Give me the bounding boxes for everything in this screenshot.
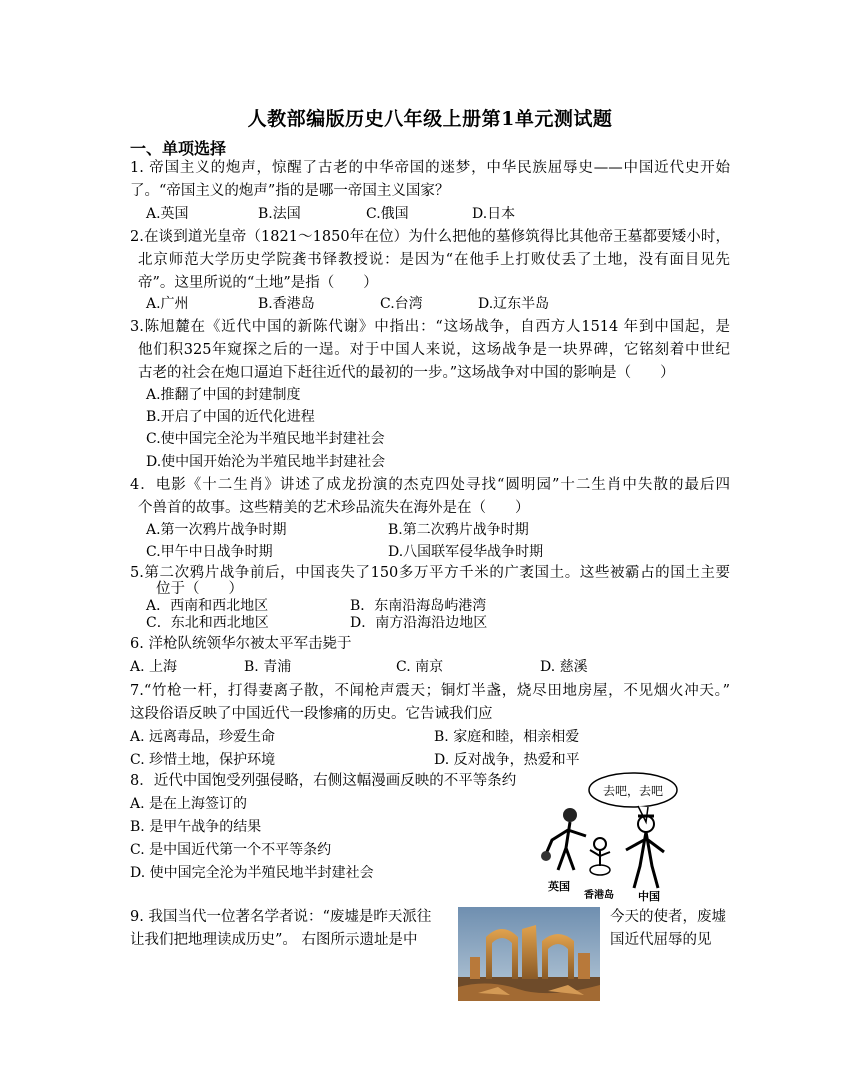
q5-option-d: D．南方沿海沿边地区: [350, 615, 488, 631]
q6-option-d: D. 慈溪: [540, 659, 588, 675]
q6-option-c: C. 南京: [396, 659, 444, 675]
q4-line-1: 4．电影《十二生肖》讲述了成龙扮演的杰克四处寻找“圆明园”十二生肖中失散的最后四: [130, 477, 730, 493]
q1-option-b: B.法国: [258, 206, 301, 222]
page-title: 人教部编版历史八年级上册第1单元测试题: [247, 108, 613, 130]
q2-line-2: 北京师范大学历史学院龚书铎教授说：是因为“在他手上打败仗丢了土地，没有面目见先: [138, 252, 730, 268]
q6-option-b: B. 青浦: [244, 659, 292, 675]
treaty-cartoon-illustration: [528, 770, 678, 902]
q3-option-a: A.推翻了中国的封建制度: [146, 387, 301, 403]
q1-option-c: C.俄国: [366, 206, 409, 222]
q2-option-a: A.广州: [146, 296, 189, 312]
q2-option-c: C.台湾: [380, 296, 423, 312]
q7-option-b: B. 家庭和睦，相亲相爱: [434, 729, 580, 745]
q4-option-d: D.八国联军侵华战争时期: [388, 544, 544, 560]
q3-line-3: 古老的社会在炮口逼迫下赶往近代的最初的一步。”这场战争对中国的影响是（ ）: [138, 365, 675, 381]
q4-option-a: A.第一次鸦片战争时期: [146, 522, 287, 538]
q5-option-a: A．西南和西北地区: [146, 598, 269, 614]
q7-option-d: D. 反对战争，热爱和平: [434, 752, 580, 768]
q6-line-1: 6. 洋枪队统领华尔被太平军击毙于: [130, 636, 352, 652]
q5-option-b: B．东南沿海岛屿港湾: [350, 598, 487, 614]
q2-line-1: 2.在谈到道光皇帝（1821～1850年在位）为什么把他的墓修筑得比其他帝王墓都要矮小时，: [130, 229, 730, 245]
cartoon-label-china: 中国: [638, 890, 660, 902]
q8-option-b: B. 是甲午战争的结果: [130, 819, 262, 835]
q4-option-b: B.第二次鸦片战争时期: [388, 522, 529, 538]
q2-line-3: 帝”。这里所说的“土地”是指（ ）: [138, 275, 378, 291]
q3-line-1: 3.陈旭麓在《近代中国的新陈代谢》中指出：“这场战争，自西方人1514 年到中国起，是: [130, 319, 730, 335]
q2-option-b: B.香港岛: [258, 296, 315, 312]
q3-option-d: D.使中国开始沦为半殖民地半封建社会: [146, 454, 386, 470]
q7-option-a: A. 远离毒品，珍爱生命: [130, 729, 276, 745]
q2-option-d: D.辽东半岛: [478, 296, 550, 312]
q8-option-a: A. 是在上海签订的: [130, 796, 248, 812]
q1-line-2: 了。“帝国主义的炮声”指的是哪一帝国主义国家？: [130, 183, 450, 199]
q9-line-2-right: 国近代屈辱的见: [610, 932, 712, 948]
q3-line-2: 他们积325年窥探之后的一逞。对于中国人来说，这场战争是一块界碑，它铭刻着中世纪: [138, 342, 730, 358]
cartoon-label-britain: 英国: [548, 880, 570, 893]
q5-option-c: C．东北和西北地区: [146, 615, 269, 631]
q7-option-c: C. 珍惜土地，保护环境: [130, 752, 276, 768]
q5-line-2: 位于（ ）: [156, 581, 243, 597]
q8-option-d: D. 使中国完全沦为半殖民地半封建社会: [130, 865, 374, 881]
ruins-photo: [458, 907, 600, 1001]
q3-option-c: C.使中国完全沦为半殖民地半封建社会: [146, 431, 385, 447]
q9-line-2-left: 让我们把地理读成历史”。 右图所示遗址是中: [130, 932, 418, 948]
q8-option-c: C. 是中国近代第一个不平等条约: [130, 842, 332, 858]
cartoon-label-hongkong: 香港岛: [584, 890, 614, 901]
q5-line-1: 5.第二次鸦片战争前后，中国丧失了150多万平方千米的广袤国土。这些被霸占的国土主要: [130, 565, 730, 581]
q8-line-1: 8．近代中国饱受列强侵略，右侧这幅漫画反映的不平等条约: [130, 773, 517, 789]
q9-line-1-right: 今天的使者，废墟: [610, 909, 726, 925]
q1-line-1: 1. 帝国主义的炮声，惊醒了古老的中华帝国的迷梦，中华民族屈辱史——中国近代史开始: [130, 160, 730, 176]
q7-line-2: 这段俗语反映了中国近代一段惨痛的历史。它告诫我们应: [130, 706, 493, 722]
q4-option-c: C.甲午中日战争时期: [146, 544, 273, 560]
q6-option-a: A. 上海: [130, 659, 178, 675]
q1-option-d: D.日本: [472, 206, 516, 222]
q4-line-2: 个兽首的故事。这些精美的艺术珍品流失在海外是在（ ）: [138, 500, 530, 516]
section-heading: 一、单项选择: [130, 139, 227, 158]
q1-option-a: A.英国: [146, 206, 189, 222]
cartoon-bubble-text: 去吧，去吧: [602, 784, 664, 798]
q9-line-1-left: 9. 我国当代一位著名学者说：“废墟是昨天派往: [130, 909, 432, 925]
q3-option-b: B.开启了中国的近代化进程: [146, 409, 315, 425]
q7-line-1: 7.“竹枪一杆，打得妻离子散，不闻枪声震天；铜灯半盏，烧尽田地房屋，不见烟火冲天。”: [130, 683, 730, 699]
